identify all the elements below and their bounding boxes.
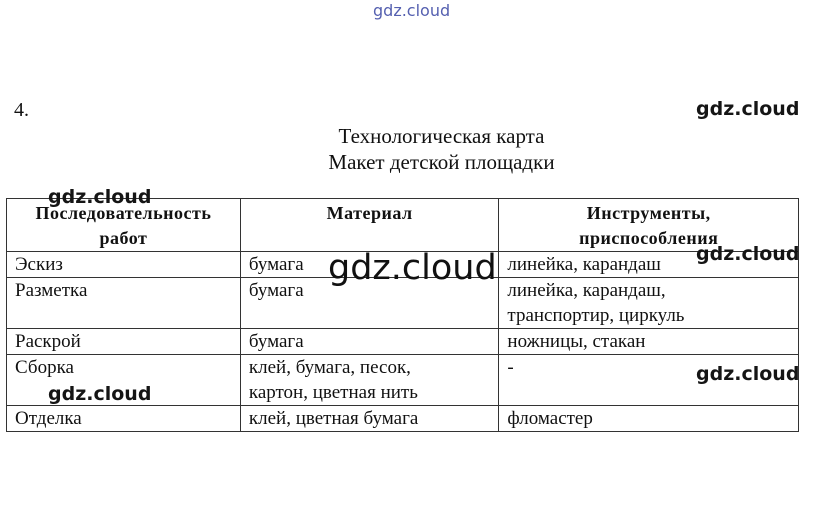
table-row <box>7 329 799 355</box>
cell-tools-line: линейка, карандаш <box>507 254 661 275</box>
watermark-right-3: gdz.cloud <box>696 363 800 385</box>
watermark-right-2: gdz.cloud <box>696 243 800 265</box>
watermark-left-2: gdz.cloud <box>48 383 152 405</box>
cell-step-line: Разметка <box>15 280 88 301</box>
watermark-center: gdz.cloud <box>328 248 497 288</box>
cell-material-line: бумага <box>248 280 304 301</box>
cell-tools-line: транспортир, циркуль <box>507 305 685 326</box>
cell-material-line: картон, цветная нить <box>248 382 418 403</box>
cell-step-line: Сборка <box>15 357 74 378</box>
cell-tools-line: фломастер <box>507 408 593 429</box>
watermark-top: gdz.cloud <box>373 1 451 20</box>
cell-material-line: клей, цветная бумага <box>248 408 419 429</box>
cell-tools <box>499 406 799 432</box>
watermark-right-1: gdz.cloud <box>696 98 800 120</box>
cell-material <box>240 355 499 406</box>
header-sequence-line: работ <box>99 228 148 248</box>
cell-step <box>7 329 241 355</box>
header-tools-line: Инструменты, <box>586 203 711 223</box>
watermark-left-1: gdz.cloud <box>48 186 152 208</box>
cell-step <box>7 278 241 329</box>
table-row <box>7 406 799 432</box>
header-tools-line: приспособления <box>579 228 719 248</box>
cell-tools <box>499 329 799 355</box>
cell-material-line: клей, бумага, песок, <box>248 357 411 378</box>
document-title: Технологическая карта <box>338 124 545 148</box>
cell-tools-line: ножницы, стакан <box>507 331 646 352</box>
cell-tools <box>499 278 799 329</box>
cell-material <box>240 406 499 432</box>
header-sequence-line: Последовательность <box>35 203 212 223</box>
cell-step <box>7 406 241 432</box>
cell-step-line: Эскиз <box>15 254 63 275</box>
cell-step <box>7 252 241 278</box>
cell-step-line: Раскрой <box>15 331 81 352</box>
cell-tools-line: линейка, карандаш, <box>507 280 666 301</box>
cell-material-line: бумага <box>248 254 304 275</box>
cell-step-line: Отделка <box>15 408 82 429</box>
cell-tools-line: - <box>507 357 514 378</box>
document-subtitle: Макет детской площадки <box>328 150 555 174</box>
cell-material-line: бумага <box>248 331 304 352</box>
header-material: Материал <box>240 199 499 252</box>
task-number: 4. <box>14 99 29 121</box>
cell-material <box>240 329 499 355</box>
